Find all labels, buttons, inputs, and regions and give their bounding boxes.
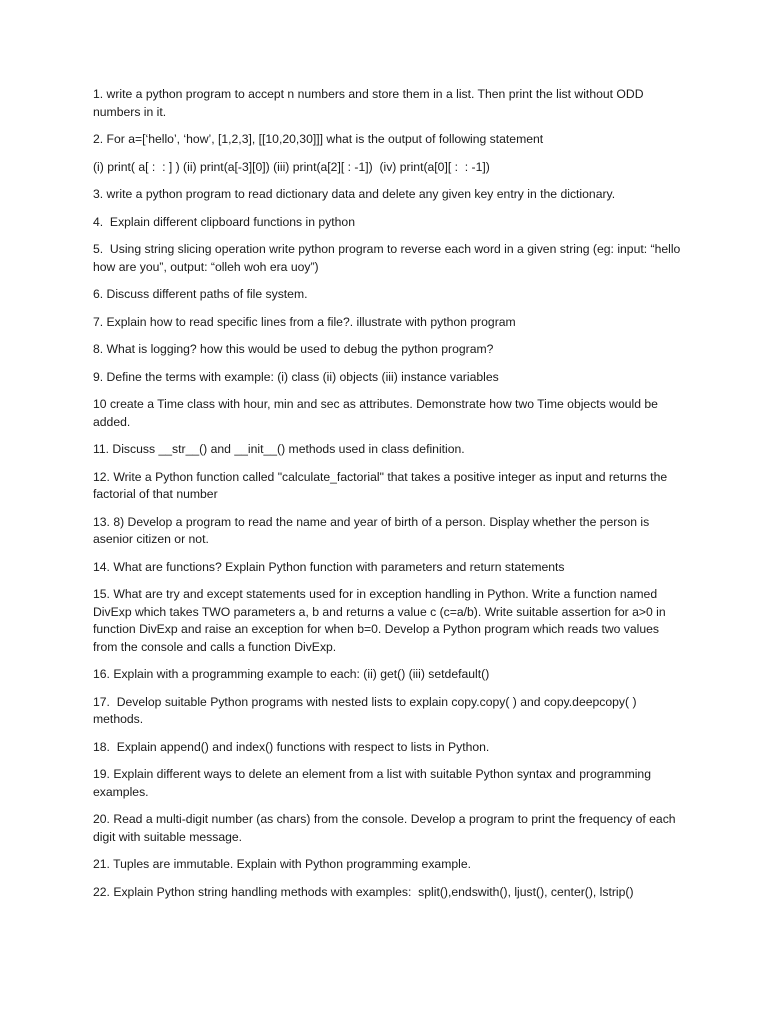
question-16: 16. Explain with a programming example to each: (ii) get() (iii) setdefault() [93,667,490,681]
question-19: 19. Explain different ways to delete an element from a list with suitable Python syntax and programming examples. [93,767,655,799]
question-15: 15. What are try and except statements used for in exception handling in Python. Write a function named DivExp which takes TWO parameters a, b and returns a value c (c=a/b). Write suitable assertion for a>0 in function DivExp and raise an exception for when b=0. Develop a Python program which reads two values from the console and calls a function DivExp. [93,587,670,654]
question-8: 8. What is logging? how this would be used to debug the python program? [93,342,494,356]
question-12: 12. Write a Python function called "calculate_factorial" that takes a positive integer as input and returns the factorial of that number [93,469,671,501]
question-1: 1. write a python program to accept n numbers and store them in a list. Then print the list without ODD numbers in it. [93,87,647,119]
question-7: 7. Explain how to read specific lines from a file?. illustrate with python program [93,314,516,329]
question-18: 18. Explain append() and index() functions with respect to lists in Python. [93,739,490,754]
question-17: 17. Develop suitable Python programs with nested lists to explain copy.copy( ) and copy.deepcopy( ) methods. [93,694,640,726]
question-14: 14. What are functions? Explain Python function with parameters and return statements [93,559,565,574]
question-9: 9. Define the terms with example: (i) class (ii) objects (iii) instance variables [93,369,499,384]
question-4: 4. Explain different clipboard functions in python [93,214,355,229]
question-22: 22. Explain Python string handling methods with examples: split(),endswith(), ljust(), center(), lstrip() [93,884,634,899]
question-3: 3. write a python program to read dictionary data and delete any given key entry in the dictionary. [93,187,616,201]
question-2: 2. For a=[‘hello’, ‘how’, [1,2,3], [[10,20,30]]] what is the output of following statement [93,132,544,146]
question-2-parts: (i) print( a[ : : ] ) (ii) print(a[-3][0]) (iii) print(a[2][ : -1]) (iv) print(a[0][ : : -1]) [93,159,490,174]
question-6: 6. Discuss different paths of file system. [93,287,308,301]
question-13: 13. 8) Develop a program to read the name and year of birth of a person. Display whether the person is asenior citizen or not. [93,514,653,546]
question-11: 11. Discuss __str__() and __init__() methods used in class definition. [93,442,465,456]
question-10: 10 create a Time class with hour, min and sec as attributes. Demonstrate how two Time objects would be added. [93,397,662,429]
question-list [93,86,683,911]
question-21: 21. Tuples are immutable. Explain with Python programming example. [93,857,471,871]
question-5: 5. Using string slicing operation write python program to reverse each word in a given string (eg: input: “hello how are you”, output: “olleh woh era uoy”) [93,242,684,274]
question-20: 20. Read a multi-digit number (as chars) from the console. Develop a program to print the frequency of each digit with suitable message. [93,812,679,844]
